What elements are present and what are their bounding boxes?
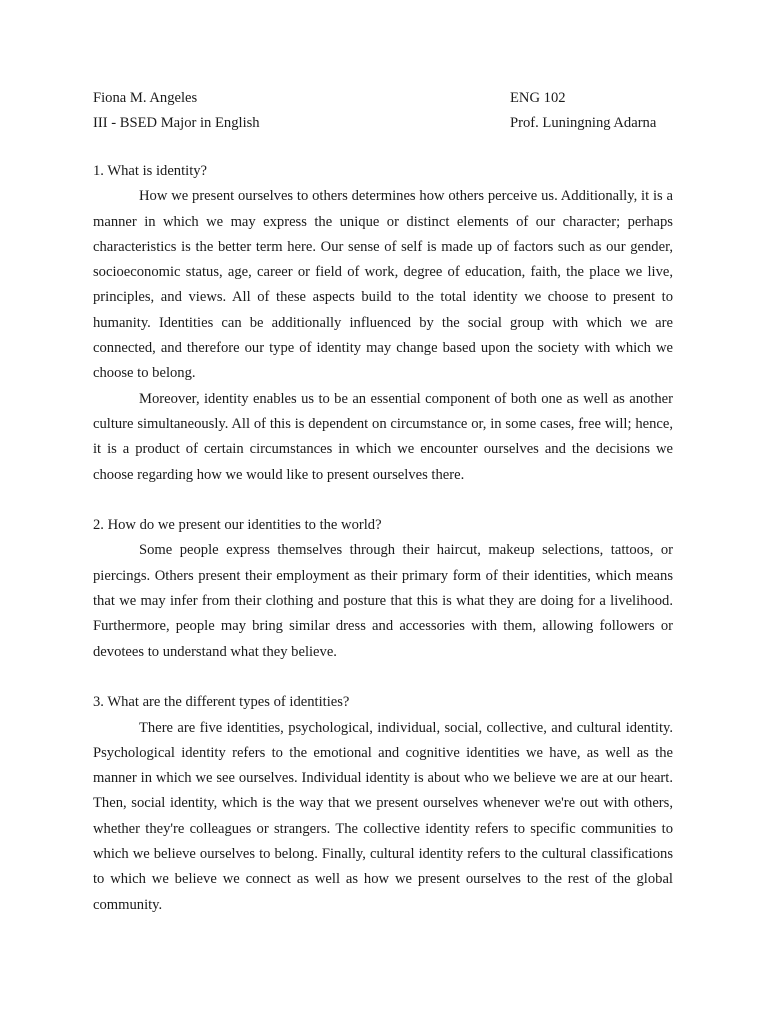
- paragraph: Moreover, identity enables us to be an essential component of both one as well as another culture simultaneously. All of this is dependent on circumstance or, in some cases, free will; hence, it is a product of certain circumstances in which we encounter ourselves and the decisions we choose regarding how we would like to present ourselves there.: [93, 390, 673, 483]
- section-spacer: [93, 665, 673, 690]
- student-name: Fiona M. Angeles: [93, 90, 198, 106]
- paragraph: Some people express themselves through their haircut, makeup selections, tattoos, or piercings. Others present their employment as their primary form of their identities, which means that we may infer from their clothing and posture that this is what they are doing for a livelihood. Furthermore, people may bring similar dress and accessories with them, allowing followers or devotees to understand what they believe.: [93, 542, 673, 660]
- document-header: [93, 86, 683, 136]
- paragraph: There are five identities, psychological, individual, social, collective, and cultural identity. Psychological identity refers to the emotional and cognitive identities we have, as well as the manner in which we see ourselves. Individual identity is about who we believe we are at our heart. Then, social identity, which is the way that we present ourselves whenever we're out with others, whether they're colleagues or strangers. The collective identity refers to specific communities to which we believe ourselves to belong. Finally, cultural identity refers to the cultural classifications to which we believe we connect as well as how we present ourselves to the rest of the global community.: [93, 719, 673, 913]
- section-spacer: [93, 488, 673, 513]
- paragraph: How we present ourselves to others determines how others perceive us. Additionally, it is a manner in which we may express the unique or distinct elements of our character; perhaps characteristics is the better term here. Our sense of self is made up of factors such as our gender, socioeconomic status, age, career or field of work, degree of education, faith, the place we live, principles, and views. All of these aspects build to the total identity we choose to present to humanity. Identities can be additionally influenced by the social group with which we are connected, and therefore our type of identity may change based upon the society with which we choose to belong.: [93, 188, 673, 382]
- question-heading: 3. What are the different types of identities?: [93, 694, 350, 711]
- header-row-1: [93, 86, 683, 111]
- section-2: [93, 513, 673, 665]
- header-row-2: [93, 111, 683, 136]
- section-3: [93, 690, 673, 918]
- section-1: [93, 159, 673, 488]
- question-heading: 1. What is identity?: [93, 163, 208, 179]
- professor-name: Prof. Luningning Adarna: [510, 115, 657, 131]
- question-heading: 2. How do we present our identities to the world?: [93, 517, 382, 534]
- student-program: III - BSED Major in English: [93, 115, 260, 131]
- course-code: ENG 102: [510, 90, 566, 106]
- document-body: [93, 159, 673, 918]
